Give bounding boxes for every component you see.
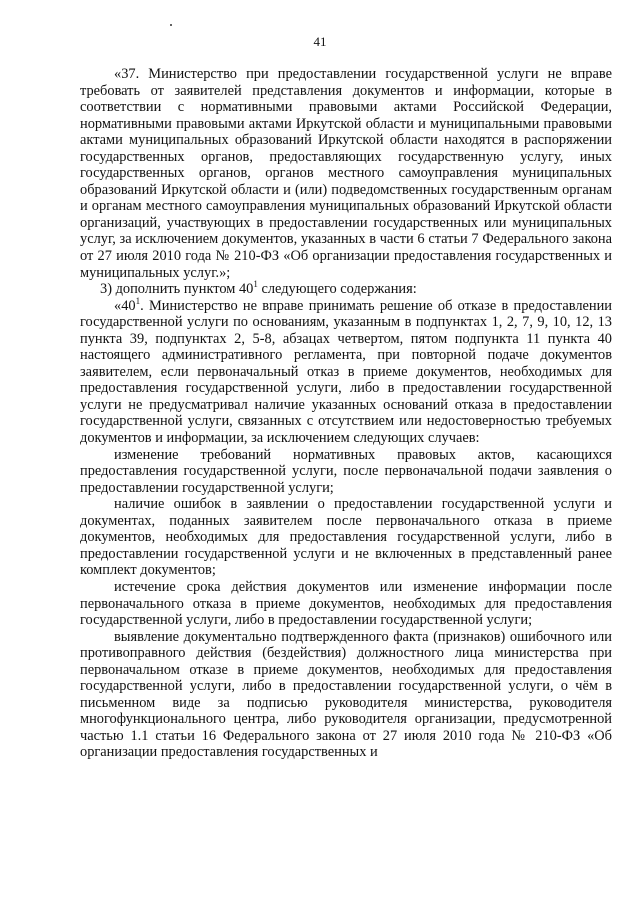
- paragraph-40-1: [80, 295, 612, 447]
- amendment-intro-text: 3) дополнить пунктом 40: [100, 281, 254, 298]
- paragraph-40-1-text: . Министерство не вправе принимать решение об отказе в предоставлении государственной услуги по основаниям, указанным в подпунктах 1, 2, 7, 9, 10, 12, 13 пункта 39, подпунктах 2, 5-8, абзацах четвертом, пятом подпункта 11 пункта 40 настоящего административного регламента, при повторной подаче документов заявителем, если первоначальный отказ в приеме документов, необходимых для предоставления государственной услуги, либо в предоставлении государственной услуги не предусматривал наличие указанных оснований отказа в предоставлении государственной услуги, связанных с отсутствием или недостоверностью требуемых документов и информации, за исключением следующих случаев:: [80, 297, 612, 447]
- paragraph-37: «37. Министерство при предоставлении государственной услуги не вправе требовать от заявителей представления документов и информации, которые в соответствии с нормативными правовыми актами Российской Федерации, нормативными правовыми актами Иркутской области и муниципальными правовыми актами муниципальных образований Иркутской области находятся в распоряжении государственных органов, предоставляющих государственную услугу, иных государственных органов, органов местного самоуправления муниципальных образований Иркутской области и (или) подведомственных государственным органам и органам местного самоуправления муниципальных образований Иркутской области организаций, участвующих в предоставлении государственных или муниципальных услуг, за исключением документов, указанных в части 6 статьи 7 Федерального закона от 27 июля 2010 года № 210-ФЗ «Об организации предоставления государственных и муниципальных услуг.»;: [80, 66, 612, 281]
- paragraph-40-1-sup: 1: [135, 295, 141, 306]
- paragraph-40-1-number: «40: [114, 297, 136, 314]
- scan-speck: [170, 24, 172, 26]
- amendment-intro-tail: следующего содержания:: [257, 281, 417, 298]
- paragraph-amendment-intro: [80, 281, 612, 298]
- document-body: [80, 66, 612, 761]
- exception-item-errors: наличие ошибок в заявлении о предоставлении государственной услуги и документах, поданных заявителем после первоначального отказа в приеме документов, необходимых для предоставления государственной услуги, либо в предоставлении государственной услуги и не включенных в представленный ранее комплект документов;: [80, 496, 612, 579]
- exception-item-expiry: истечение срока действия документов или изменение информации после первоначального отказа в приеме документов, необходимых для предоставления государственной услуги, либо в предоставлении государственной услуги;: [80, 578, 612, 629]
- amendment-intro-sup: 1: [253, 279, 258, 290]
- page-number: 41: [313, 34, 327, 49]
- exception-item-misconduct: выявление документально подтвержденного факта (признаков) ошибочного или противоправного действия (бездействия) должностного лица министерства при первоначальном отказе в приеме документов, необходимых для предоставления государственной услуги, либо в предоставлении государственной услуги, о чём в письменном виде за подписью руководителя министерства, руководителя многофункционального центра, либо руководителя организации, предусмотренной частью 1.1 статьи 16 Федерального закона от 27 июля 2010 года № 210-ФЗ «Об организации предоставления государственных и: [80, 628, 612, 761]
- exception-item-requirements-change: изменение требований нормативных правовых актов, касающихся предоставления государственной услуги, после первоначальной подачи заявления о предоставлении государственной услуги;: [80, 446, 612, 496]
